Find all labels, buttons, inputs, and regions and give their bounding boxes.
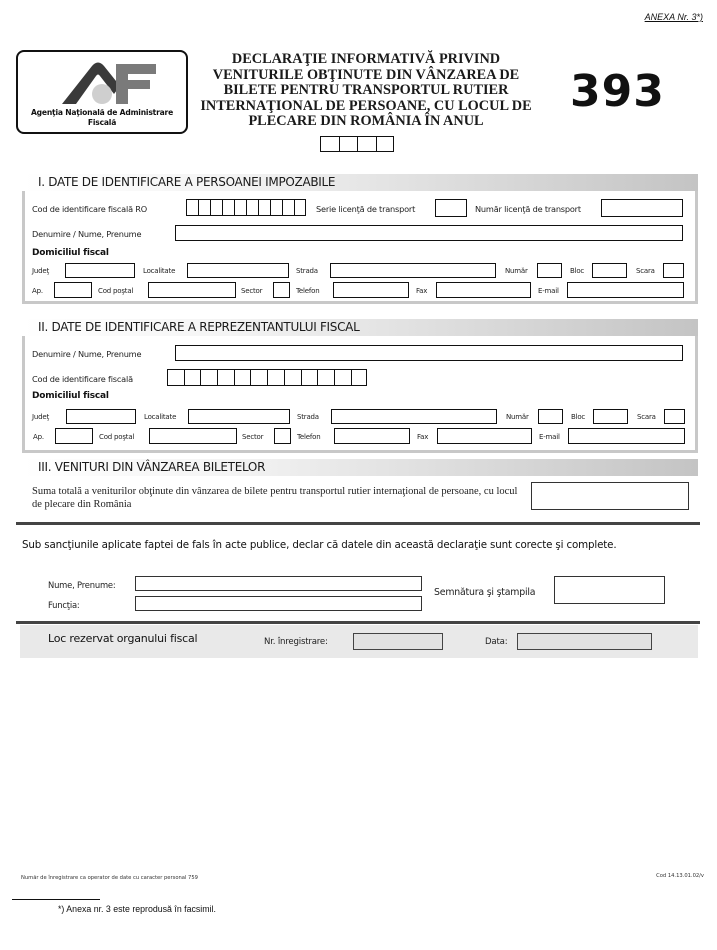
numar-label: Număr bbox=[505, 267, 528, 275]
judet-field[interactable] bbox=[65, 263, 135, 278]
title-line: INTERNAŢIONAL DE PERSOANE, CU LOCUL DE bbox=[200, 97, 532, 114]
digit-cell[interactable] bbox=[282, 199, 294, 216]
registration-number-field[interactable] bbox=[353, 633, 443, 650]
digit-cell[interactable] bbox=[167, 369, 184, 386]
rep-localitate-field[interactable] bbox=[188, 409, 290, 424]
rep-judet-field[interactable] bbox=[66, 409, 136, 424]
function-field[interactable] bbox=[135, 596, 422, 611]
ap-field[interactable] bbox=[54, 282, 92, 298]
digit-cell[interactable] bbox=[198, 199, 210, 216]
digit-cell[interactable] bbox=[339, 136, 358, 152]
digit-cell[interactable] bbox=[334, 369, 351, 386]
digit-cell[interactable] bbox=[357, 136, 376, 152]
numar-field[interactable] bbox=[537, 263, 562, 278]
rep-email-field[interactable] bbox=[568, 428, 685, 444]
digit-cell[interactable] bbox=[317, 369, 334, 386]
rep-cif-input[interactable] bbox=[167, 369, 367, 386]
divider bbox=[16, 621, 700, 624]
rep-telefon-label: Telefon bbox=[297, 433, 321, 441]
total-income-field[interactable] bbox=[531, 482, 689, 510]
rep-bloc-field[interactable] bbox=[593, 409, 628, 424]
digit-cell[interactable] bbox=[222, 199, 234, 216]
digit-cell[interactable] bbox=[217, 369, 234, 386]
digit-cell[interactable] bbox=[234, 369, 251, 386]
annex-label: ANEXA Nr. 3*) bbox=[644, 12, 703, 22]
form-number: 393 bbox=[570, 66, 665, 117]
title-line: BILETE PENTRU TRANSPORTUL RUTIER bbox=[223, 82, 509, 98]
operator-registration-note: Număr de înregistrare ca operator de date cu caracter personal 759 bbox=[21, 875, 198, 881]
cod-postal-field[interactable] bbox=[148, 282, 236, 298]
rep-fax-field[interactable] bbox=[437, 428, 532, 444]
digit-cell[interactable] bbox=[186, 199, 198, 216]
rep-cif-label: Cod de identificare fiscală bbox=[32, 374, 133, 384]
telefon-field[interactable] bbox=[333, 282, 409, 298]
rep-localitate-label: Localitate bbox=[144, 413, 177, 421]
year-input[interactable] bbox=[320, 136, 394, 152]
serie-licenta-label: Serie licenţă de transport bbox=[316, 204, 416, 214]
title-line: VENITURILE OBŢINUTE DIN VÂNZAREA DE bbox=[212, 66, 520, 83]
form-title bbox=[196, 52, 536, 130]
rep-bloc-label: Bloc bbox=[571, 413, 586, 421]
section-2-title: II. DATE DE IDENTIFICARE A REPREZENTANTULUI FISCAL bbox=[38, 320, 360, 334]
fax-field[interactable] bbox=[436, 282, 531, 298]
domiciliu-fiscal-heading: Domiciliul fiscal bbox=[32, 248, 109, 258]
bloc-label: Bloc bbox=[570, 267, 585, 275]
section-1-title: I. DATE DE IDENTIFICARE A PERSOANEI IMPOZABILE bbox=[38, 175, 336, 189]
sector-label: Sector bbox=[241, 287, 263, 295]
rep-sector-label: Sector bbox=[242, 433, 264, 441]
rep-denumire-label: Denumire / Nume, Prenume bbox=[32, 349, 142, 359]
telefon-label: Telefon bbox=[296, 287, 320, 295]
rep-cod-postal-field[interactable] bbox=[149, 428, 237, 444]
rep-strada-field[interactable] bbox=[331, 409, 497, 424]
numar-licenta-field[interactable] bbox=[601, 199, 683, 217]
digit-cell[interactable] bbox=[184, 369, 201, 386]
logo-text-line2: Fiscală bbox=[87, 118, 117, 127]
digit-cell[interactable] bbox=[294, 199, 306, 216]
section-2-header bbox=[22, 319, 698, 336]
anaf-logo bbox=[16, 50, 188, 134]
digit-cell[interactable] bbox=[200, 369, 217, 386]
digit-cell[interactable] bbox=[258, 199, 270, 216]
fax-label: Fax bbox=[416, 287, 428, 295]
declaration-text: Sub sancţiunile aplicate faptei de fals în acte publice, declar că datele din această declaraţie sunt corecte şi complete. bbox=[22, 539, 617, 551]
ap-label: Ap. bbox=[32, 287, 43, 295]
email-label: E-mail bbox=[538, 287, 559, 295]
numar-licenta-label: Număr licenţă de transport bbox=[475, 204, 581, 214]
rep-cod-postal-label: Cod poştal bbox=[99, 433, 135, 441]
strada-label: Strada bbox=[296, 267, 318, 275]
signature-label: Semnătura şi ştampila bbox=[434, 587, 536, 598]
localitate-field[interactable] bbox=[187, 263, 289, 278]
denumire-field[interactable] bbox=[175, 225, 683, 241]
date-field[interactable] bbox=[517, 633, 652, 650]
form-code: Cod 14.13.01.02/v bbox=[656, 873, 704, 879]
digit-cell[interactable] bbox=[351, 369, 368, 386]
rep-judet-label: Judeţ bbox=[32, 413, 49, 421]
rep-numar-label: Număr bbox=[506, 413, 529, 421]
divider bbox=[16, 522, 700, 525]
digit-cell[interactable] bbox=[250, 369, 267, 386]
rep-ap-field[interactable] bbox=[55, 428, 93, 444]
rep-telefon-field[interactable] bbox=[334, 428, 410, 444]
digit-cell[interactable] bbox=[376, 136, 395, 152]
total-income-label: Suma totală a veniturilor obţinute din vânzarea de bilete pentru transportul rutier internaţional de persoane, cu locul de plecare din România bbox=[32, 486, 518, 510]
signature-stamp-field[interactable] bbox=[554, 576, 665, 604]
footnote: *) Anexa nr. 3 este reprodusă în facsimil. bbox=[58, 904, 216, 914]
bloc-field[interactable] bbox=[592, 263, 627, 278]
digit-cell[interactable] bbox=[284, 369, 301, 386]
scara-field[interactable] bbox=[663, 263, 684, 278]
signatory-name-label: Nume, Prenume: bbox=[48, 580, 116, 590]
digit-cell[interactable] bbox=[270, 199, 282, 216]
registration-number-label: Nr. înregistrare: bbox=[264, 637, 328, 647]
section-3-title: III. VENITURI DIN VÂNZAREA BILETELOR bbox=[38, 460, 266, 474]
cod-postal-label: Cod poştal bbox=[98, 287, 134, 295]
denumire-label: Denumire / Nume, Prenume bbox=[32, 229, 142, 239]
scara-label: Scara bbox=[636, 267, 655, 275]
rep-ap-label: Ap. bbox=[33, 433, 44, 441]
rep-scara-label: Scara bbox=[637, 413, 656, 421]
signatory-name-field[interactable] bbox=[135, 576, 422, 591]
title-line: PLECARE DIN ROMÂNIA ÎN ANUL bbox=[248, 113, 484, 129]
rep-email-label: E-mail bbox=[539, 433, 560, 441]
strada-field[interactable] bbox=[330, 263, 496, 278]
digit-cell[interactable] bbox=[301, 369, 318, 386]
digit-cell[interactable] bbox=[246, 199, 258, 216]
digit-cell[interactable] bbox=[210, 199, 222, 216]
judet-label: Judeţ bbox=[32, 267, 49, 275]
rep-sector-field[interactable] bbox=[274, 428, 291, 444]
anaf-logo-icon bbox=[58, 56, 158, 108]
rep-denumire-field[interactable] bbox=[175, 345, 683, 361]
logo-text-line1: Agenţia Naţională de Administrare bbox=[30, 108, 174, 117]
footnote-rule bbox=[12, 899, 100, 900]
digit-cell[interactable] bbox=[320, 136, 339, 152]
section-3-header bbox=[22, 459, 698, 476]
cif-input[interactable] bbox=[186, 199, 306, 216]
rep-strada-label: Strada bbox=[297, 413, 319, 421]
digit-cell[interactable] bbox=[234, 199, 246, 216]
localitate-label: Localitate bbox=[143, 267, 176, 275]
digit-cell[interactable] bbox=[267, 369, 284, 386]
rep-domiciliu-fiscal-heading: Domiciliul fiscal bbox=[32, 391, 109, 401]
rep-fax-label: Fax bbox=[417, 433, 429, 441]
reserved-title: Loc rezervat organului fiscal bbox=[48, 632, 198, 645]
section-1-header bbox=[22, 174, 698, 191]
date-label: Data: bbox=[485, 637, 508, 647]
rep-numar-field[interactable] bbox=[538, 409, 563, 424]
sector-field[interactable] bbox=[273, 282, 290, 298]
title-line: DECLARAŢIE INFORMATIVĂ PRIVIND bbox=[231, 51, 501, 67]
rep-scara-field[interactable] bbox=[664, 409, 685, 424]
serie-licenta-field[interactable] bbox=[435, 199, 467, 217]
cif-label: Cod de identificare fiscală RO bbox=[32, 204, 148, 214]
function-label: Funcţia: bbox=[48, 600, 80, 610]
email-field[interactable] bbox=[567, 282, 684, 298]
